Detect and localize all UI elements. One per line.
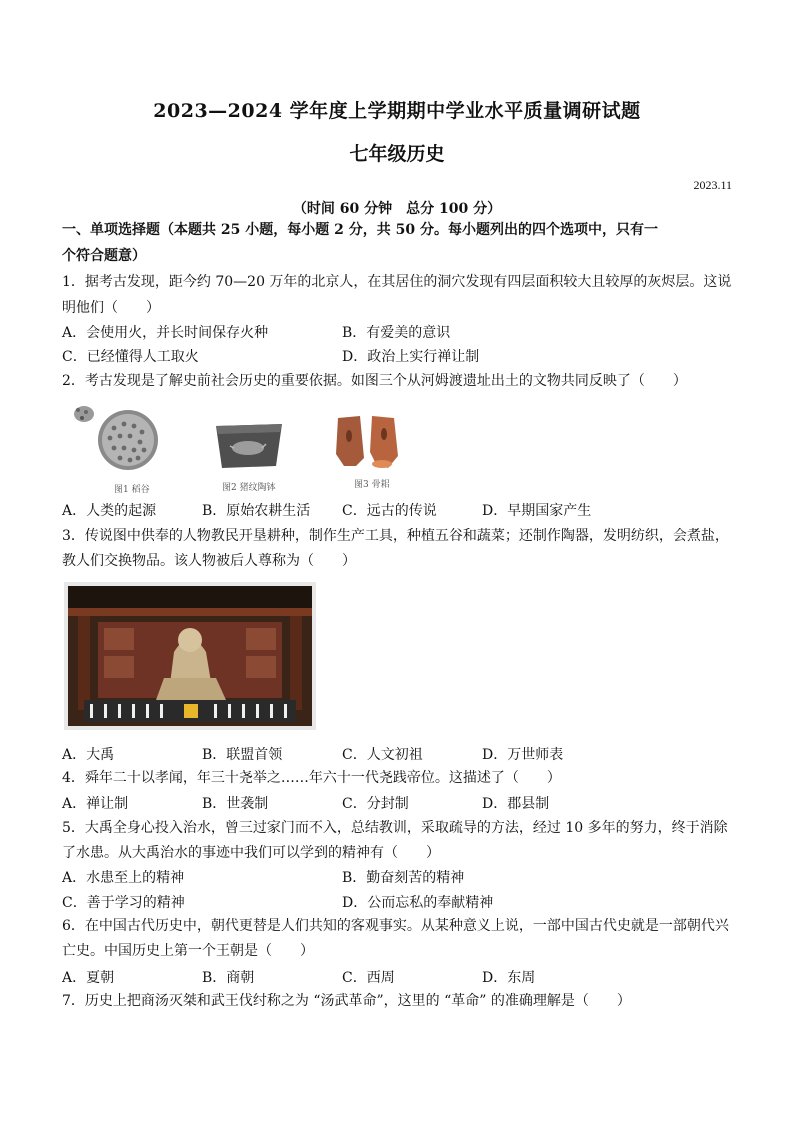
q1-line1: 1．据考古发现，距今约 70—20 万年的北京人，在其居住的洞穴发现有四层面积较大且较厚的灰烬层。这说 — [62, 274, 732, 290]
q1-option-d: D．政治上实行禅让制 — [342, 349, 480, 365]
q1-option-a: A．会使用火，并长时间保存火种 — [62, 325, 269, 341]
bone-spade-image — [334, 414, 402, 470]
q5-option-d: D．公而忘私的奉献精神 — [342, 895, 494, 911]
q4-option-d: D．郡县制 — [482, 796, 550, 812]
q3-option-b: B．联盟首领 — [202, 747, 283, 763]
figure3-caption: 图3 骨耜 — [354, 480, 390, 490]
time-info: （时间 60 分钟 总分 100 分） — [292, 201, 502, 217]
q2-option-d: D．早期国家产生 — [482, 503, 592, 519]
figure1-caption: 图1 稻谷 — [114, 485, 150, 495]
q6-line2: 亡史。中国历史上第一个王朝是（ ） — [62, 943, 314, 959]
q3-line2: 教人们交换物品。该人物被后人尊称为（ ） — [62, 553, 356, 569]
q1-option-b: B．有爱美的意识 — [342, 325, 451, 341]
q4-option-c: C．分封制 — [342, 796, 409, 812]
q2-option-b: B．原始农耕生活 — [202, 503, 311, 519]
q5-option-a: A．水患至上的精神 — [62, 870, 185, 886]
q3-option-d: D．万世师表 — [482, 747, 564, 763]
q5-line2: 了水患。从大禹治水的事迹中我们可以学到的精神有（ ） — [62, 845, 440, 861]
q4-option-a: A．禅让制 — [62, 796, 129, 812]
q6-line1: 6．在中国古代历史中，朝代更替是人们共知的客观事实。从某种意义上说，一部中国古代史就是一部朝代兴 — [62, 918, 729, 934]
rice-grain-image — [68, 402, 168, 474]
section-heading-line2: 个符合题意） — [62, 248, 146, 264]
exam-date: 2023.11 — [693, 178, 732, 192]
q2-option-c: C．远古的传说 — [342, 503, 437, 519]
q1-option-c: C．已经懂得人工取火 — [62, 349, 199, 365]
q2-line1: 2．考古发现是了解史前社会历史的重要依据。如图三个从河姆渡遗址出土的文物共同反映了（ ） — [62, 373, 687, 389]
q5-option-b: B．勤奋刻苦的精神 — [342, 870, 465, 886]
section-heading-line1: 一、单项选择题（本题共 25 小题，每小题 2 分，共 50 分。每小题列出的四个选项中，只有一 — [62, 222, 658, 238]
q5-option-c: C．善于学习的精神 — [62, 895, 185, 911]
q1-line2: 明他们（ ） — [62, 300, 160, 316]
ancestor-statue-hall-image — [64, 582, 316, 730]
q4-option-b: B．世袭制 — [202, 796, 269, 812]
pig-pattern-pottery-image — [212, 418, 286, 472]
q2-option-a: A．人类的起源 — [62, 503, 157, 519]
q7-line1: 7．历史上把商汤灭桀和武王伐纣称之为 “汤武革命”，这里的 “革命” 的准确理解是（ ） — [62, 993, 631, 1009]
exam-subtitle: 七年级历史 — [349, 143, 445, 165]
q6-option-a: A．夏朝 — [62, 970, 115, 986]
q3-option-c: C．人文初祖 — [342, 747, 423, 763]
q6-option-b: B．商朝 — [202, 970, 255, 986]
q3-line1: 3．传说图中供奉的人物教民开垦耕种，制作生产工具，种植五谷和蔬菜；还制作陶器，发明纺织，会煮盐， — [62, 528, 729, 544]
exam-title: 2023—2024 学年度上学期期中学业水平质量调研试题 — [153, 100, 641, 122]
q6-option-c: C．西周 — [342, 970, 395, 986]
figure2-caption: 图2 猪纹陶钵 — [222, 483, 276, 493]
q4-line1: 4．舜年二十以孝闻，年三十尧举之……年六十一代尧践帝位。这描述了（ ） — [62, 770, 561, 786]
q5-line1: 5．大禹全身心投入治水，曾三过家门而不入，总结教训，采取疏导的方法，经过 10 多年的努力，终于消除 — [62, 820, 728, 836]
q6-option-d: D．东周 — [482, 970, 536, 986]
q3-option-a: A．大禹 — [62, 747, 115, 763]
